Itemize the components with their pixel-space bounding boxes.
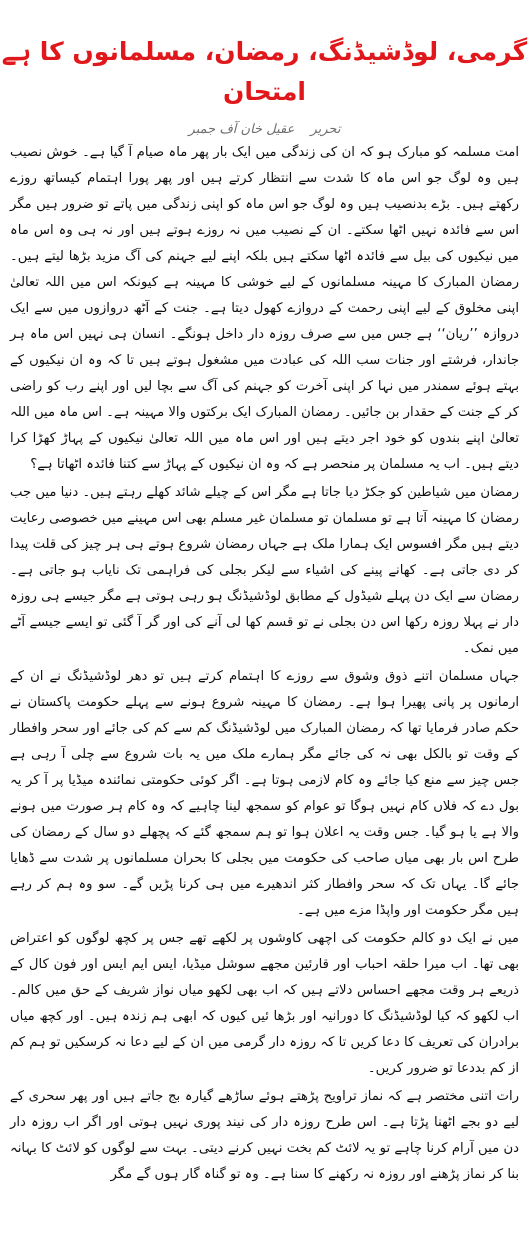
article-body: [10, 140, 519, 1190]
paragraph: جہاں مسلمان اتنے ذوق وشوق سے روزے کا اہتمام کرتے ہیں تو دھر لوڈشیڈنگ نے ان کے ارمانوں پر پانی پھیرا ہوا ہے۔ رمضان کا مہینہ شروع ہونے سے پہلے حکومت پاکستان نے حکم صادر فرمایا تھا کہ رمضان المبارک میں لوڈشیڈنگ کم سے کم کی جائے اور سحر وافطار کے وقت تو بالکل بھی نہ کی جائے مگر ہمارے ملک میں یہ بات شروع سے چلی آ رہی ہے جس چیز سے منع کیا جائے وہ کام لازمی ہوتا ہے۔ اگر کوئی حکومتی نمائندہ میڈیا پر آ کر یہ بول دے کہ فلاں کام نہیں ہوگا تو عوام کو سمجھ لینا چاہیے کہ وہ کام ہر صورت میں ہونے والا ہے یا ہو گیا۔ جس وقت یہ اعلان ہوا تو ہم سمجھ گئے کہ پچھلے دو سال کے رمضان کی طرح اس بار بھی میاں صاحب کی حکومت میں بجلی کا بحران مسلمانوں پر شدت سے ڈھایا جائے گا۔ یہاں تک کہ سحر وافطار کثر اندھیرے میں ہی کرنا پڑیں گے۔ سو وہ ہم کر رہے ہیں مگر حکومت اور واپڈا مزے میں ہے۔: [10, 669, 519, 918]
paragraph: میں نے ایک دو کالم حکومت کی اچھی کاوشوں پر لکھے تھے جس پر کچھ لوگوں کو اعتراض بھی تھا۔ اب میرا حلقہ احباب اور قارئین مجھے سوشل میڈیا، ایس ایم ایس اور فون کال کے ذریعے ہر وقت مجھے احساس دلاتے ہیں کہ اب بھی لکھو میاں نواز شریف کے حق میں کالم۔ اب لکھو کہ کیا لوڈشیڈنگ کا دورانیہ اور بڑھا ئیں کیوں کہ ابھی ہم زندہ ہیں۔ اور کچھ میاں برادران کی تعریف کا دعا کریں تا کہ روزہ دار گرمی میں ان کے لیے دعا نہ کرسکیں تو ہم کم از کم بددعا تو ضرور کریں۔: [10, 931, 519, 1076]
byline-author: عقیل خان آف جمبر: [188, 122, 295, 137]
paragraph: رات اتنی مختصر ہے کہ نماز تراویح پڑھتے ہوئے ساڑھے گیارہ بج جاتے ہیں اور پھر سحری کے لیے دو بجے اٹھنا پڑتا ہے۔ اس طرح روزہ دار کی نیند پوری نہیں ہوتی اور اگر اب روزہ دار دن میں آرام کرنا چاہے تو یہ لائٹ کم بخت نہیں کرنے دیتی۔ بہت سے لوگوں کو لائٹ کا بہانہ بنا کر نماز پڑھنے اور روزہ نہ رکھنے کا سنا ہے۔ وہ تو گناہ گار ہوں گے مگر: [10, 1089, 519, 1182]
byline-prefix: تحریر: [310, 122, 341, 137]
headline: گرمی، لوڈشیڈنگ، رمضان، مسلمانوں کا ہے امتحان: [1, 37, 528, 106]
paragraph: رمضان میں شیاطین کو جکڑ دیا جاتا ہے مگر اس کے چیلے شائد کھلے رہتے ہیں۔ دنیا میں جب رمضان کا مہینہ آتا ہے تو مسلمان تو مسلمان غیر مسلم بھی اس مہینے میں خصوصی رعایت دیتے ہیں مگر افسوس ایک ہمارا ملک ہے جہاں رمضان شروع ہوتے ہی ہر چیز کی قلت پیدا کر دی جاتی ہے۔ کھانے پینے کی اشیاء سے لیکر بجلی کی فراہمی تک نایاب ہو جاتی ہے۔ رمضان سے ایک دن پہلے شیڈول کے مطابق لوڈشیڈنگ ہو رہی ہوتی ہے مگر جیسے ہی روزہ دار نے پہلا روزہ رکھا اس دن بجلی نے تو قسم کھا لی آنے کی اور گر آ گئی تو ایسے جیسے آٹے میں نمک۔: [10, 485, 519, 656]
paragraph: امت مسلمہ کو مبارک ہو کہ ان کی زندگی میں ایک بار پھر ماہ صیام آ گیا ہے۔ خوش نصیب ہیں وہ لوگ جو اس ماہ کا شدت سے انتظار کرتے ہیں اور پھر پورا اہتمام کیساتھ روزے رکھتے ہیں۔ بڑے بدنصیب ہیں وہ لوگ جو اس ماہ کو اپنی زندگی میں پاتے تو ضرور ہیں مگر اس سے فائدہ نہیں اٹھا سکتے۔ ان کے نصیب میں نہ روزے ہوتے ہیں اور نہ ہی وہ اس ماہ میں نیکیوں کی بیل سے فائدہ اٹھا سکتے ہیں بلکہ اپنے لیے جہنم کی آگ مزید بڑھا لیتے ہیں۔ رمضان المبارک کا مہینہ مسلمانوں کے لیے خوشی کا مہینہ ہے کیونکہ اس میں اللہ تعالیٰ اپنی مخلوق کے لیے اپنی رحمت کے دروازے کھول دیتا ہے۔ جنت کے آٹھ دروازوں میں سے ایک دروازہ ’’ریان‘‘ ہے جس میں سے صرف روزہ دار داخل ہونگے۔ انسان ہی نہیں اس ماہ ہر جاندار، فرشتے اور جنات سب اللہ کی عبادت میں مشغول ہوتے ہیں تا کہ وہ ان نیکیوں کے بہتے ہوئے سمندر میں نہا کر اپنی آخرت کو جہنم کی آگ سے بچا لیں اور اپنے رب کو راضی کر کے جنت کے حقدار بن جائیں۔ رمضان المبارک ایک برکتوں والا مہینہ ہے۔ اس ماہ میں اللہ تعالیٰ اپنے بندوں کو خود اجر دیتے ہیں اور اس ماہ میں اللہ تعالیٰ نیکیوں کے پہاڑ کھڑا کرا دیتے ہیں۔ اب یہ مسلمان پر منحصر ہے کہ وہ ان نیکیوں کے پہاڑ سے کتنا فائدہ اٹھاتا ہے؟: [10, 145, 519, 472]
